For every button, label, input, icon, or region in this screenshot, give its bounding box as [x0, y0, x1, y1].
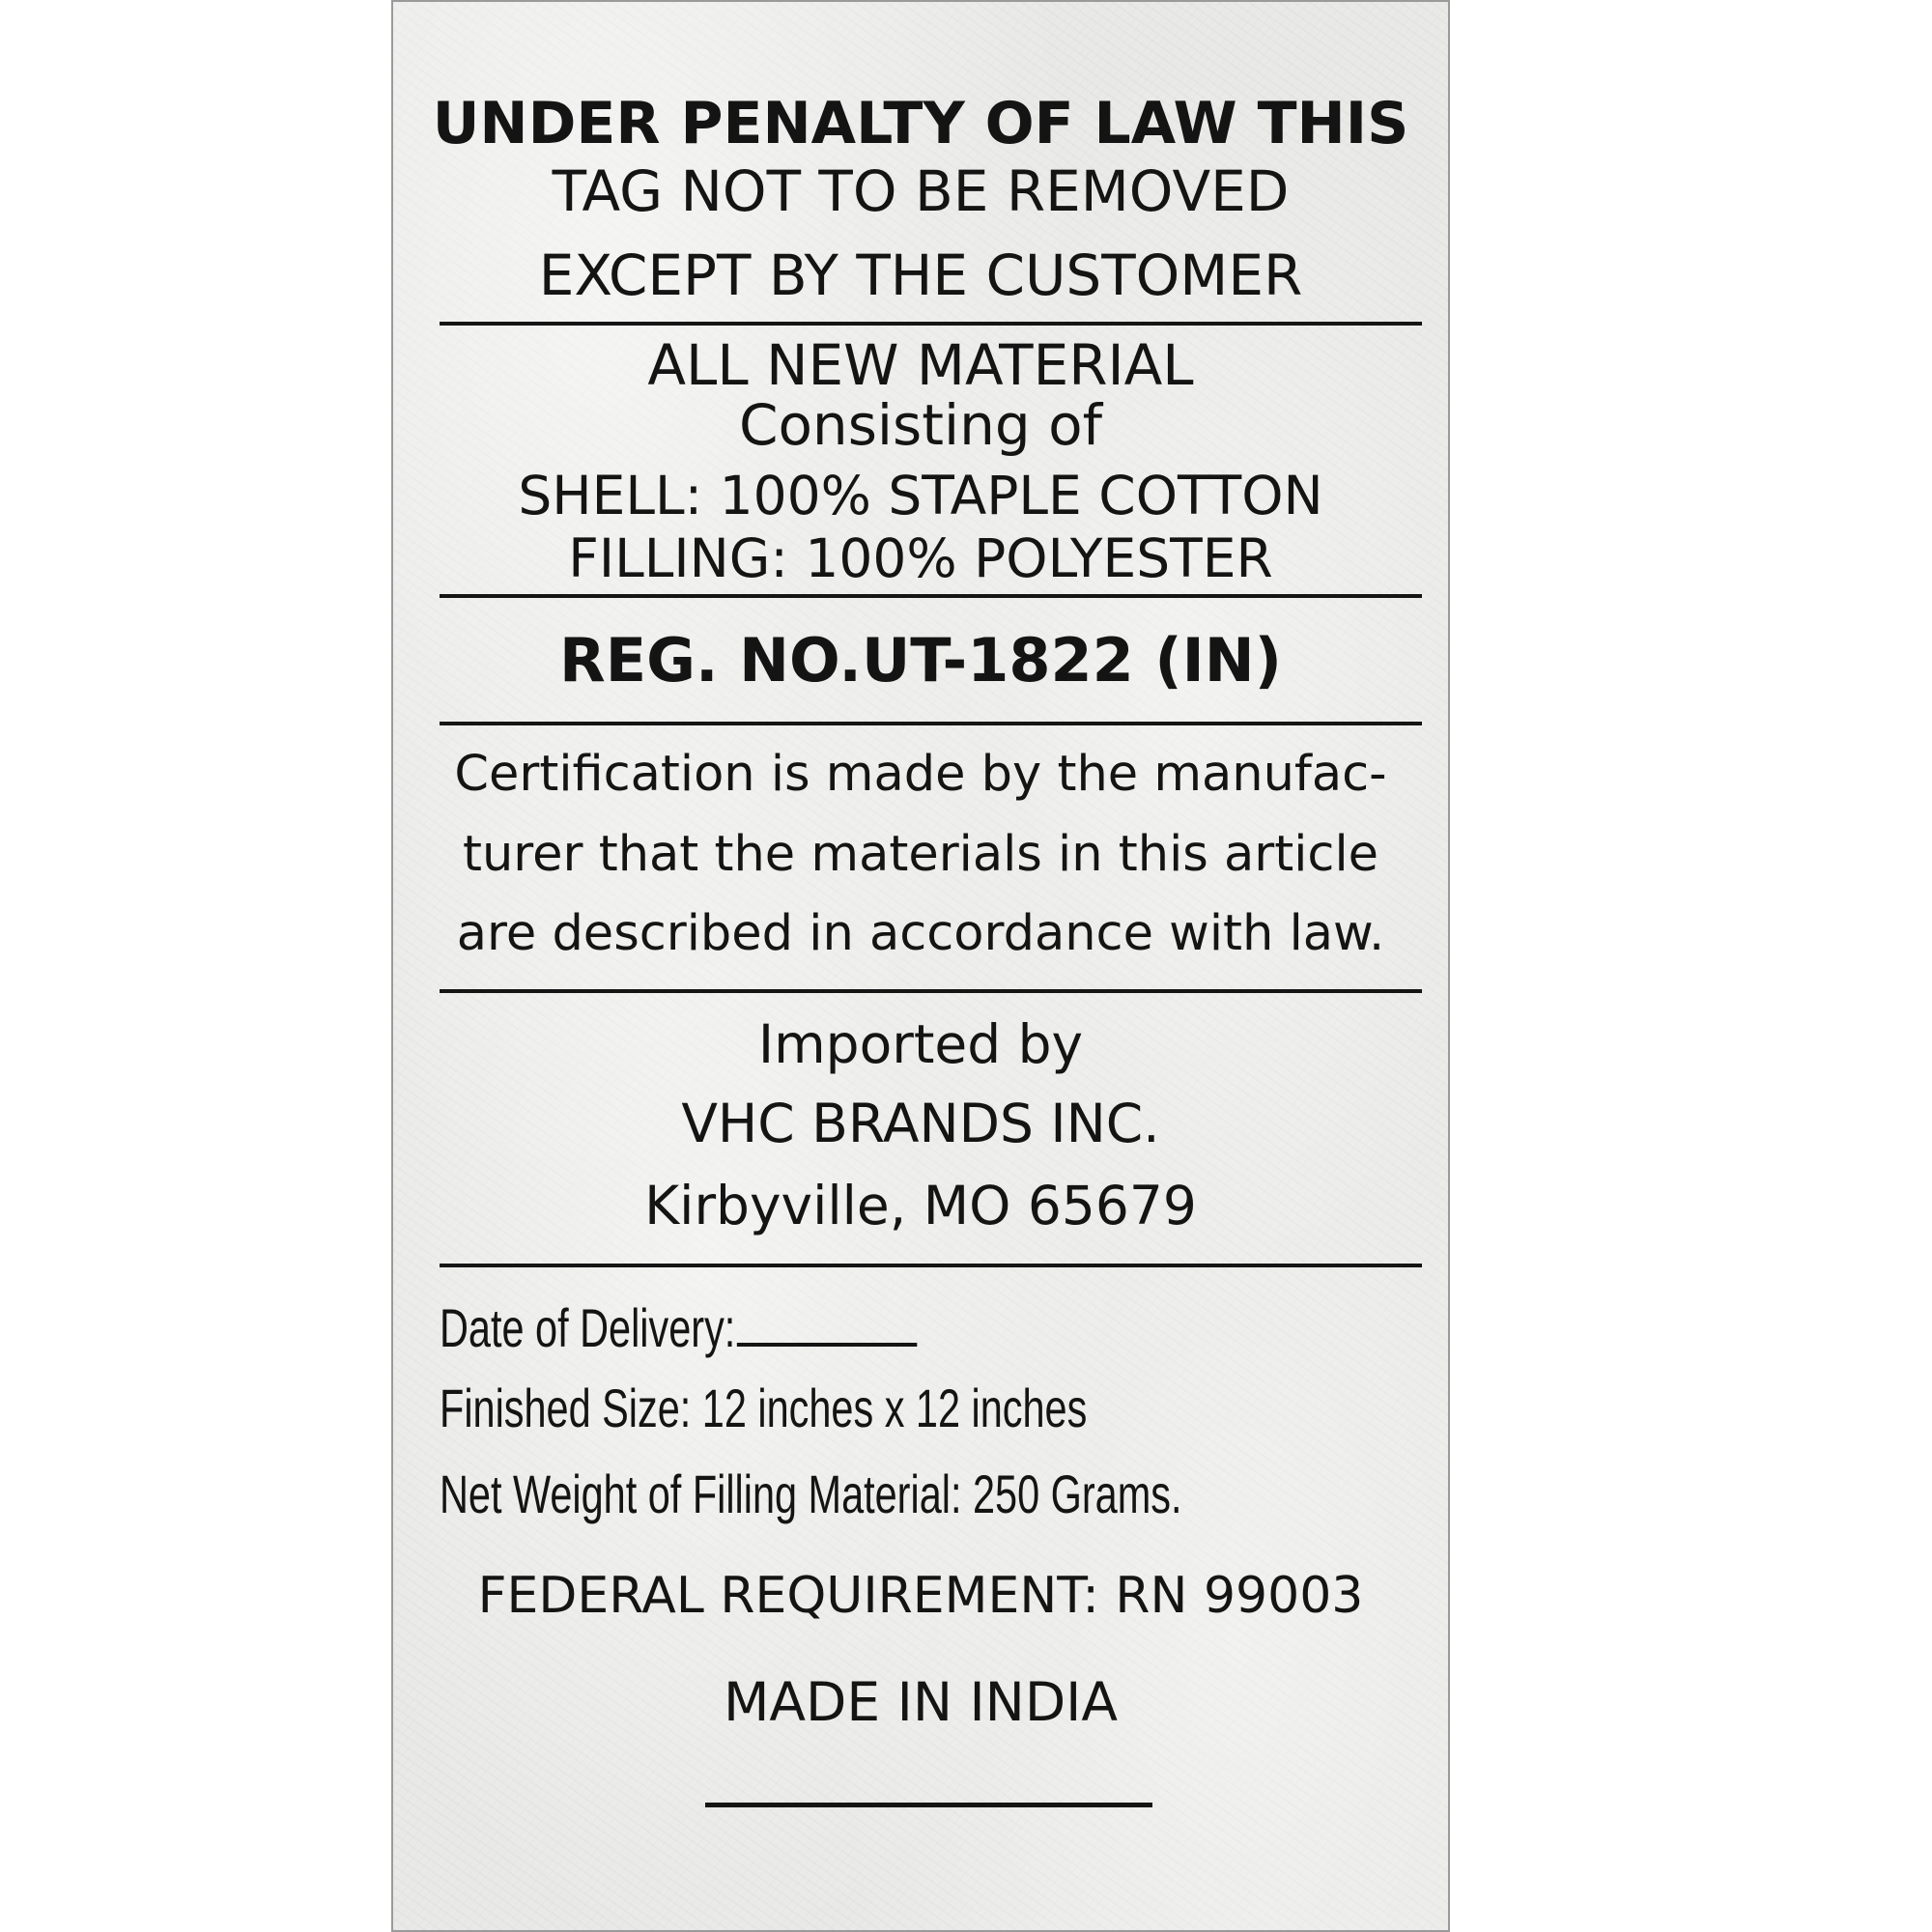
certification-line-1: Certification is made by the manufac-: [454, 746, 1387, 803]
shell-content: SHELL: 100% STAPLE COTTON: [518, 465, 1323, 526]
delivery-date-blank: [737, 1343, 917, 1347]
divider-4: [440, 989, 1422, 993]
registration-number: REG. NO.UT-1822 (IN): [559, 625, 1282, 696]
delivery-date-row: [440, 1297, 917, 1358]
divider-2: [440, 594, 1422, 598]
certification-line-2: turer that the materials in this article: [462, 826, 1378, 883]
tag-warning-line: TAG NOT TO BE REMOVED: [552, 158, 1290, 224]
law-tag: [391, 0, 1450, 1932]
divider-3: [440, 722, 1422, 725]
importer-name: VHC BRANDS INC.: [681, 1093, 1160, 1154]
finished-size: Finished Size: 12 inches x 12 inches: [440, 1378, 1088, 1438]
certification-line-3: are described in accordance with law.: [456, 905, 1385, 962]
country-of-origin: MADE IN INDIA: [723, 1671, 1119, 1733]
penalty-heading: UNDER PENALTY OF LAW THIS: [432, 90, 1409, 157]
delivery-date-label: Date of Delivery:: [440, 1297, 736, 1358]
consisting-of-line: Consisting of: [738, 392, 1103, 458]
filling-weight: Net Weight of Filling Material: 250 Grams.: [440, 1463, 1182, 1524]
filling-content: FILLING: 100% POLYESTER: [568, 527, 1273, 589]
imported-by-label: Imported by: [757, 1013, 1084, 1075]
bottom-rule: [705, 1803, 1152, 1807]
divider-1: [440, 322, 1422, 326]
customer-line: EXCEPT BY THE CUSTOMER: [538, 242, 1303, 308]
divider-5: [440, 1264, 1422, 1267]
federal-requirement: FEDERAL REQUIREMENT: RN 99003: [477, 1567, 1364, 1625]
new-material-line: ALL NEW MATERIAL: [647, 332, 1194, 398]
importer-address: Kirbyville, MO 65679: [644, 1175, 1197, 1236]
